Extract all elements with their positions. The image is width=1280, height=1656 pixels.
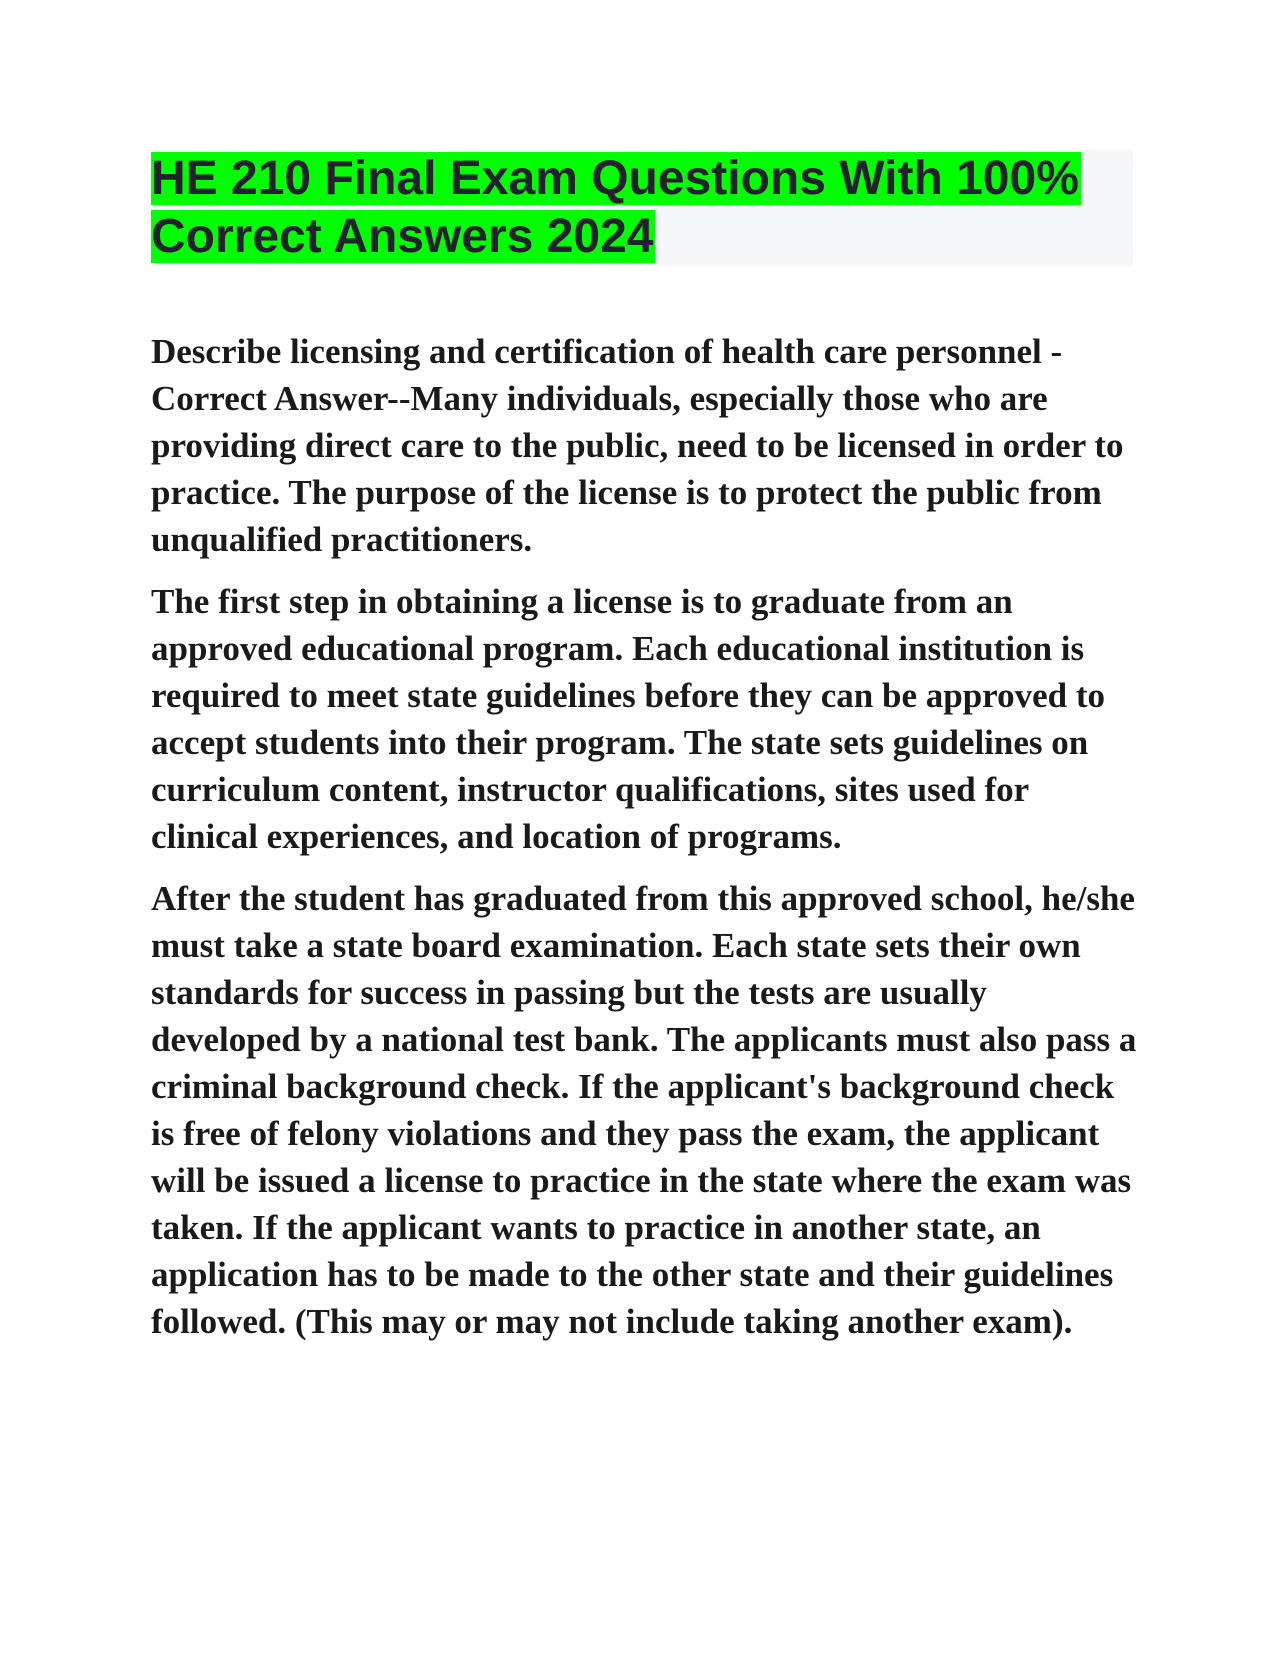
title-line-2: Correct Answers 2024 (151, 210, 654, 263)
paragraph-question-answer: Describe licensing and certification of health care personnel - Correct Answer--Many individuals, especially those who are providing direct care to the public, need to be licensed in order to practice. The purpose of the license is to protect the public from unqualified practitioners. (151, 332, 1124, 559)
title-block (151, 150, 1133, 266)
body-text (151, 328, 1141, 1360)
title-line-1: HE 210 Final Exam Questions With 100% (151, 152, 1079, 205)
paragraph-education: The first step in obtaining a license is to graduate from an approved educational program. Each educational institution is required to meet state guidelines before they can be approved to accept students into their program. The state sets guidelines on curriculum content, instructor qualifications, sites used for clinical experiences, and location of programs. (151, 582, 1105, 856)
document-title (151, 150, 1133, 266)
paragraph-examination: After the student has graduated from this approved school, he/she must take a state board examination. Each state sets their own standards for success in passing but the tests are usually developed by a national test bank. The applicants must also pass a criminal background check. If the applicant's background check is free of felony violations and they pass the exam, the applicant will be issued a license to practice in the state where the exam was taken. If the applicant wants to practice in another state, an application has to be made to the other state and their guidelines followed. (This may or may not include taking another exam). (151, 879, 1137, 1341)
